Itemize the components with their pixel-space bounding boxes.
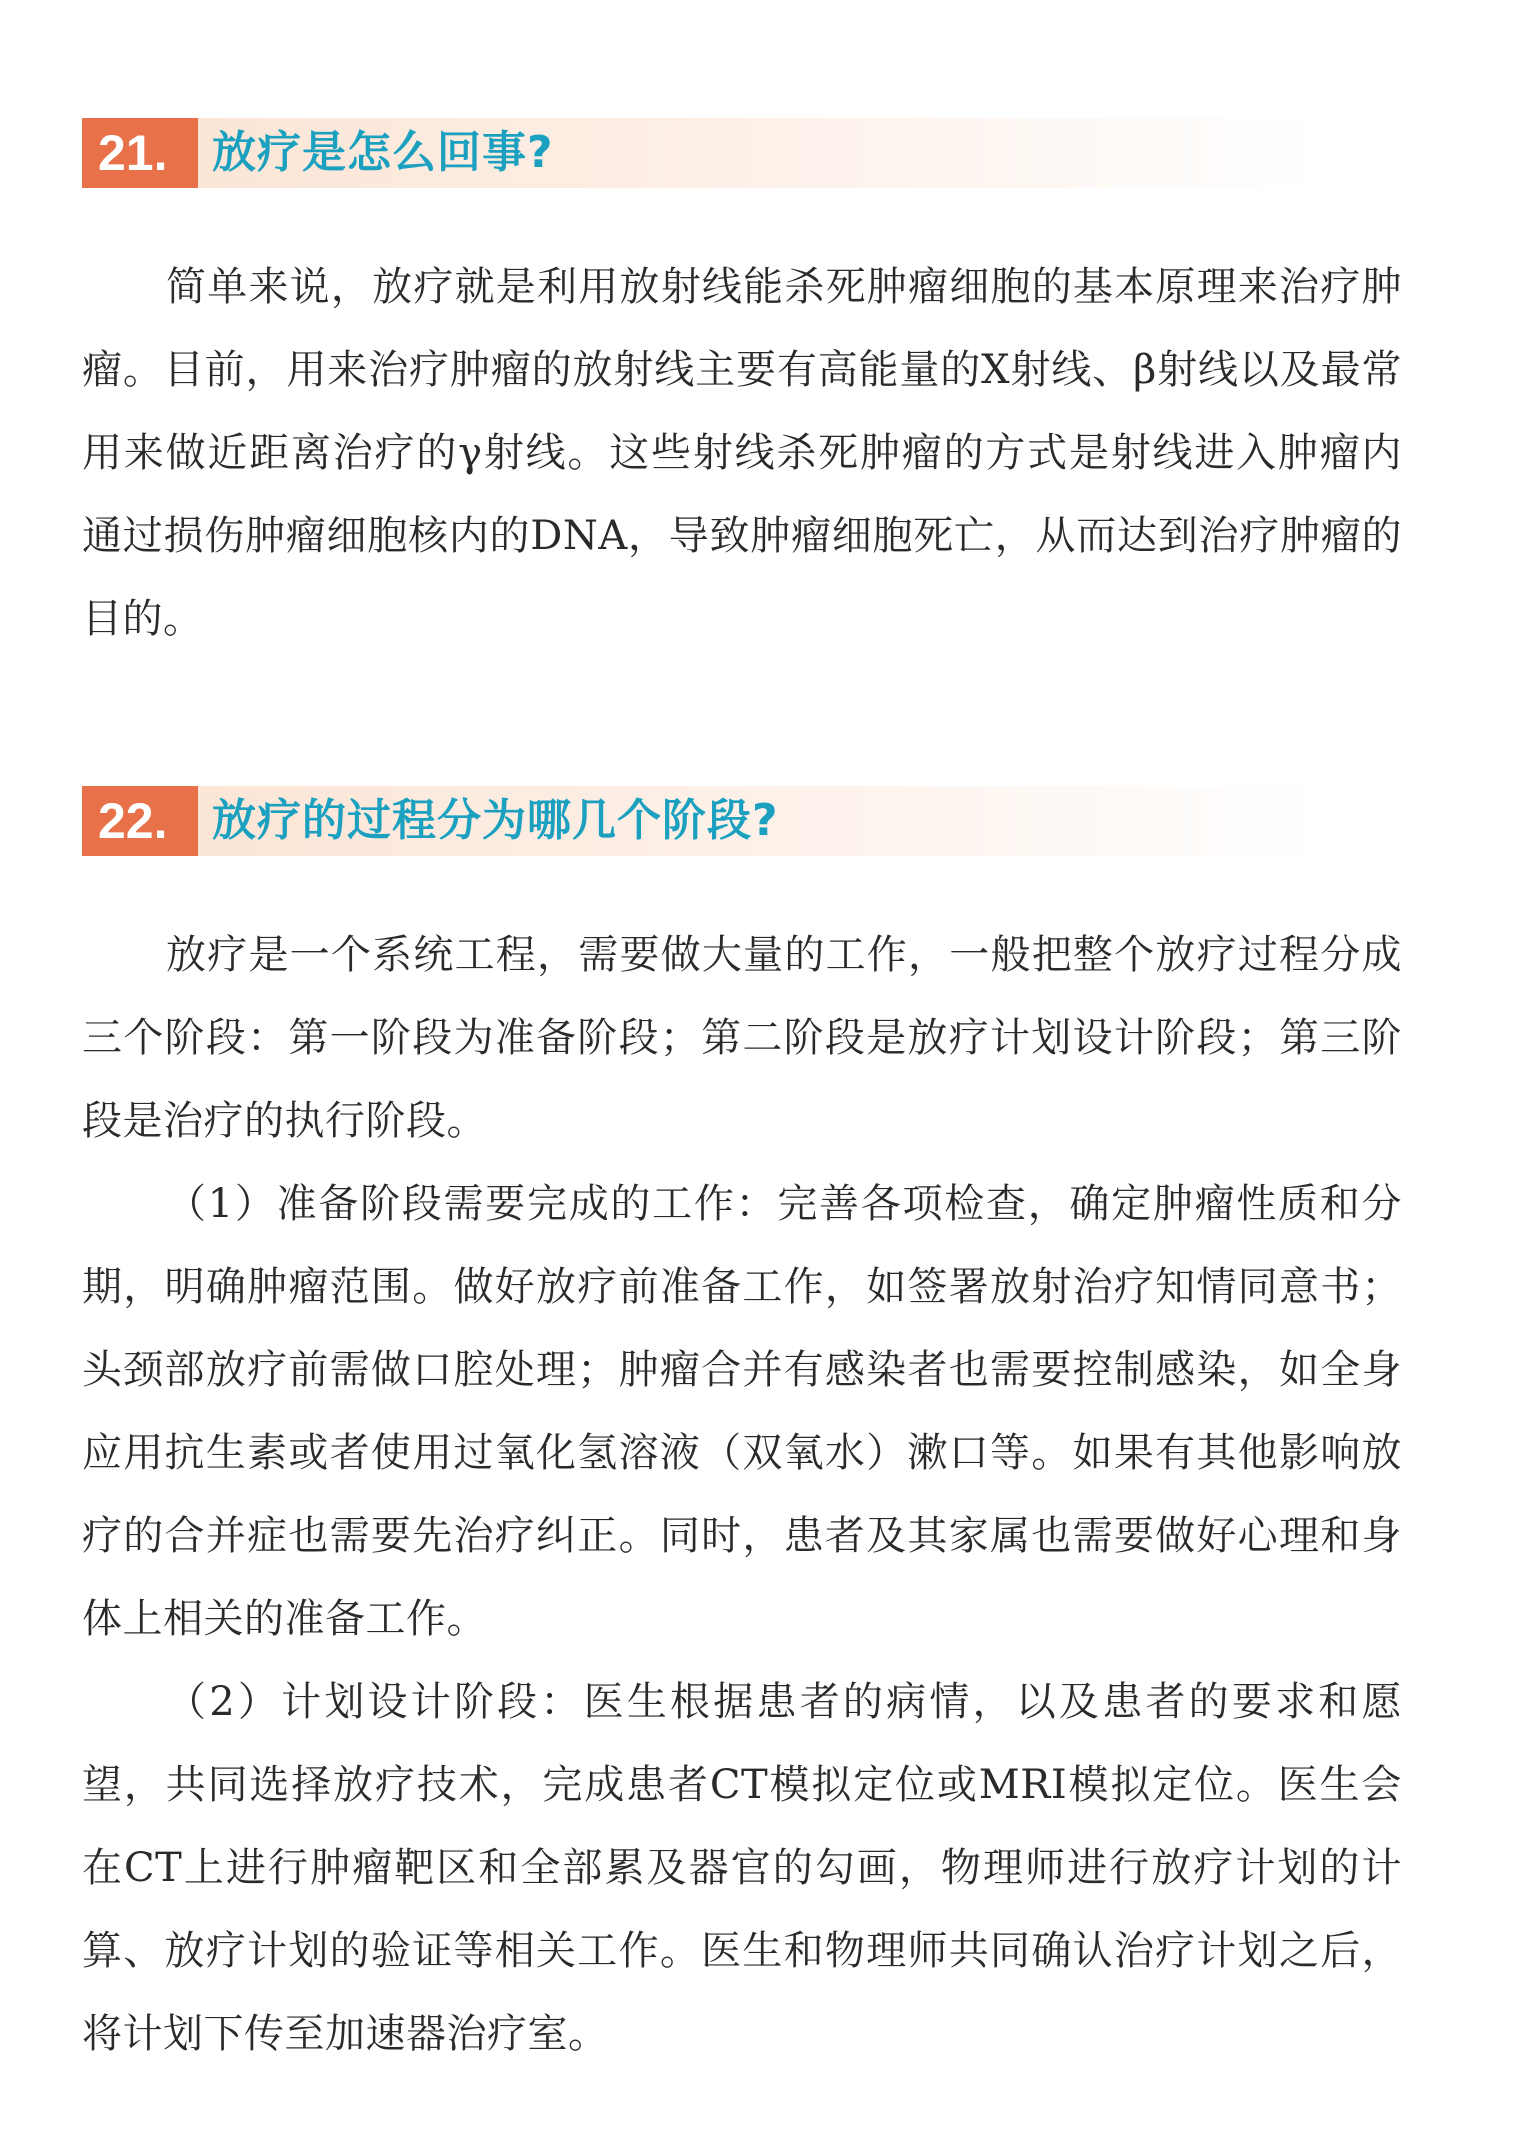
- paragraph: （1）准备阶段需要完成的工作：完善各项检查，确定肿瘤性质和分期，明确肿瘤范围。做好放疗前准备工作，如签署放射治疗知情同意书；头颈部放疗前需做口腔处理；肿瘤合并有感染者也需要控制感染，如全身应用抗生素或者使用过氧化氢溶液（双氧水）漱口等。如果有其他影响放疗的合并症也需要先治疗纠正。同时，患者及其家属也需要做好心理和身体上相关的准备工作。: [82, 1181, 1402, 1642]
- section-22-body: [82, 914, 1402, 2076]
- section-title: 放疗是怎么回事?: [212, 127, 554, 178]
- paragraph: 放疗是一个系统工程，需要做大量的工作，一般把整个放疗过程分成三个阶段：第一阶段为准备阶段；第二阶段是放疗计划设计阶段；第三阶段是治疗的执行阶段。: [82, 932, 1402, 1144]
- section-21-heading: [82, 118, 1322, 188]
- section-number: 21.: [82, 118, 198, 188]
- section-22-heading: [82, 786, 1322, 856]
- section-title: 放疗的过程分为哪几个阶段?: [212, 795, 779, 846]
- paragraph: （2）计划设计阶段：医生根据患者的病情，以及患者的要求和愿望，共同选择放疗技术，完成患者CT模拟定位或MRI模拟定位。医生会在CT上进行肿瘤靶区和全部累及器官的勾画，物理师进行放疗计划的计算、放疗计划的验证等相关工作。医生和物理师共同确认治疗计划之后，将计划下传至加速器治疗室。: [82, 1679, 1402, 2057]
- section-number: 22.: [82, 786, 198, 856]
- section-21-body: [82, 246, 1402, 661]
- paragraph: 简单来说，放疗就是利用放射线能杀死肿瘤细胞的基本原理来治疗肿瘤。目前，用来治疗肿瘤的放射线主要有高能量的X射线、β射线以及最常用来做近距离治疗的γ射线。这些射线杀死肿瘤的方式是射线进入肿瘤内通过损伤肿瘤细胞核内的DNA，导致肿瘤细胞死亡，从而达到治疗肿瘤的目的。: [82, 264, 1402, 642]
